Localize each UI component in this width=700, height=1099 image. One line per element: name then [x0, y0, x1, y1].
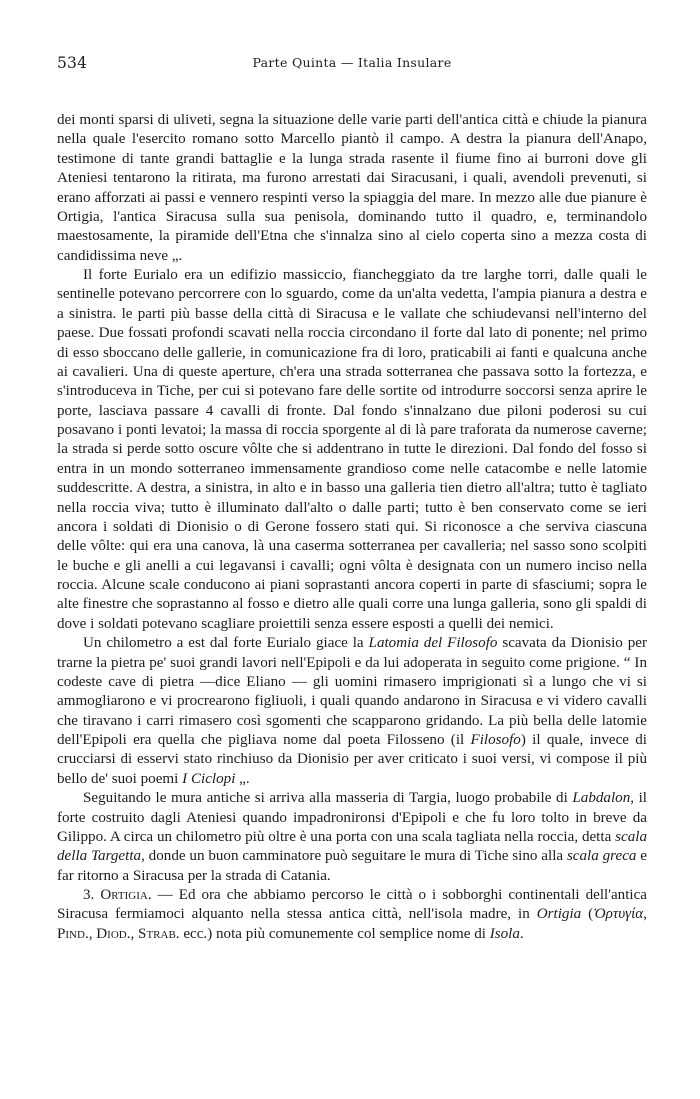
italic-term: scala greca	[566, 848, 637, 865]
text-span: , il forte costruito dagli Ateniesi quando impadronironsi d'Epipoli e che fu loro tolto in breve da Gilippo. A circa un chilometro più oltre è una porta con una scala tagliata nella roccia, detta	[57, 790, 648, 845]
text-span: — Ed ora che abbiamo percorso le città o i sobborghi continentali dell'antica Siracusa fermiamoci alquanto nella stessa antica città, nell'isola madre, in	[57, 887, 647, 923]
italic-term: Isola	[489, 925, 520, 942]
text-span: ,	[130, 925, 139, 942]
text-span: ,	[643, 906, 647, 923]
text-span: ecc.) nota più comunemente col semplice nome di	[179, 925, 490, 942]
section-number: 3.	[83, 887, 101, 903]
italic-term: scala della Targetta	[57, 828, 647, 865]
running-title: Parte Quinta — Italia Insulare	[252, 55, 452, 70]
italic-term: Latomia del Filosofo	[368, 635, 498, 652]
paragraph-2: Il forte Eurialo era un edifizio massiccio, fiancheggiato da tre larghe torri, dalle quali le sentinelle potevano percorrere con lo sguardo, come da un'alta vedetta, l'ampia pianura a destra e a sinistra. le parti più basse della città di Siracusa e le vallate che schiudevansi nell'interno del paese. Due fossati profondi scavati nella roccia circondano il forte dal lato di ponente; nel primo di esso sboccano delle gallerie, in comunicazione fra di loro, praticabili ai fanti e qualcuna anche ai cavalieri. Una di queste aperture, ch'era una strada sotterranea che passava sotto la fortezza, e s'introduceva in Tiche, per cui si potevano fare delle sortite od introdurre soccorsi senza aprire le porte, lasciava passare 4 cavalli di fronte. Dal fondo s'innalzano due piloni poderosi su cui posavano i ponti levatoi; la massa di roccia sporgente al di là pare traforata da numerose caverne; la strada si perde sotto oscure vôlte che si addentrano in tutte le direzioni. Dal fondo del fosso si entra in un mondo sotterraneo immensamente grandioso come nelle catacombe e nelle latomie suddescritte. A destra, a sinistra, in alto e in basso una galleria tien dietro all'altra; tutto è tagliato nella roccia viva; tutto è illuminato dall'alto o dalle parti; tutto è ben conservato come se ieri ancora i soldati di Dionisio o di Gerone fossero stati qui. Si riconosce a che serviva ciascuna delle vôlte: qui era una canova, là una caserma sotterranea per cavalleria; nel sasso sono scolpiti le buche e gli anelli a cui legavansi i cavalli; ogni vôlta è designata con un numero inciso nella roccia. Alcune scale conducono ai piani soprastanti ancora coperti in parte di sfasciumi; sopra le alte finestre che soprastanno al fosso e dietro alle quali corre una lunga galleria, sono gli spaldi di dove i soldati potevano scagliare proiettili senza essere esposti a quelli dei nemici.	[57, 267, 647, 632]
source-abbreviation: Diod.	[96, 925, 131, 942]
text-span: scavata da Dionisio per trarne la pietra pe' suoi grandi lavori nell'Epipoli e da lui adoperata in seguito come prigione. “ In codeste cave di pietra —dice Eliano — gli uomini rimasero imprigionati sì a lungo che vi si ammogliarono e vi procrearono figliuoli, i quali quando andarono in Siracusa e vi videro cavalli che tiravano i carri rimasero così sgomenti che scapparono gridando. La più bella delle latomie dell'Epipoli era quella che pigliava nome dal poeta Filosseno (il	[57, 635, 647, 748]
paragraph-4	[57, 789, 647, 886]
source-abbreviation: Strab.	[138, 925, 180, 942]
text-span: „.	[235, 770, 250, 787]
text-span: , donde un buon camminatore può seguitare le mura di Tiche sino alla	[141, 848, 567, 865]
text-span: Un chilometro a est dal forte Eurialo giace la	[83, 635, 369, 652]
text-span: ,	[88, 925, 97, 942]
greek-term: Ὀρτυγία	[593, 906, 644, 923]
paragraph-5	[57, 886, 647, 944]
text-span: .	[519, 925, 524, 942]
paragraph-3	[57, 634, 647, 789]
page-header	[57, 54, 647, 78]
paragraph-1: dei monti sparsi di uliveti, segna la situazione delle varie parti dell'antica città e chiude la pianura nella quale l'esercito romano sotto Marcello piantò il campo. A destra la pianura dell'Anapo, testimone di tante grandi battaglie e la lunga strada rasente il fiume fino ai burroni dove gli Ateniesi tentarono la ritirata, ma furono arrestati dai Siracusani, i quali, avendoli prevenuti, si erano afforzati ai passi e vennero respinti verso la spiaggia del mare. In mezzo alle due pianure è Ortigia, l'antica Siracusa sulla sua penisola, dominando tutto il quadro, e, terminandolo maestosamente, la piramide dell'Etna che s'innalza sino al cielo coperta sino a mezza costa di candidissima neve „.	[57, 112, 647, 264]
text-span: (	[581, 906, 594, 923]
italic-term: Labdalon	[572, 790, 631, 807]
italic-term: Filosofo	[470, 732, 521, 748]
section-title: Ortigia.	[100, 887, 152, 903]
italic-term: I Ciclopi	[182, 770, 236, 787]
body-text	[57, 111, 647, 944]
text-span: e far ritorno a Siracusa per la strada di Catania.	[57, 848, 647, 884]
source-abbreviation: Pind.	[57, 925, 89, 942]
page-number: 534	[57, 54, 88, 72]
text-span: ) il quale, invece di crucciarsi di esservi stato rinchiuso da Dionisio per aver criticato i suoi versi, vi compose il più bello de' suoi poemi	[57, 732, 648, 787]
italic-term: Ortigia	[536, 906, 582, 923]
text-span: Seguitando le mura antiche si arriva alla masseria di Targia, luogo probabile di	[83, 790, 573, 807]
